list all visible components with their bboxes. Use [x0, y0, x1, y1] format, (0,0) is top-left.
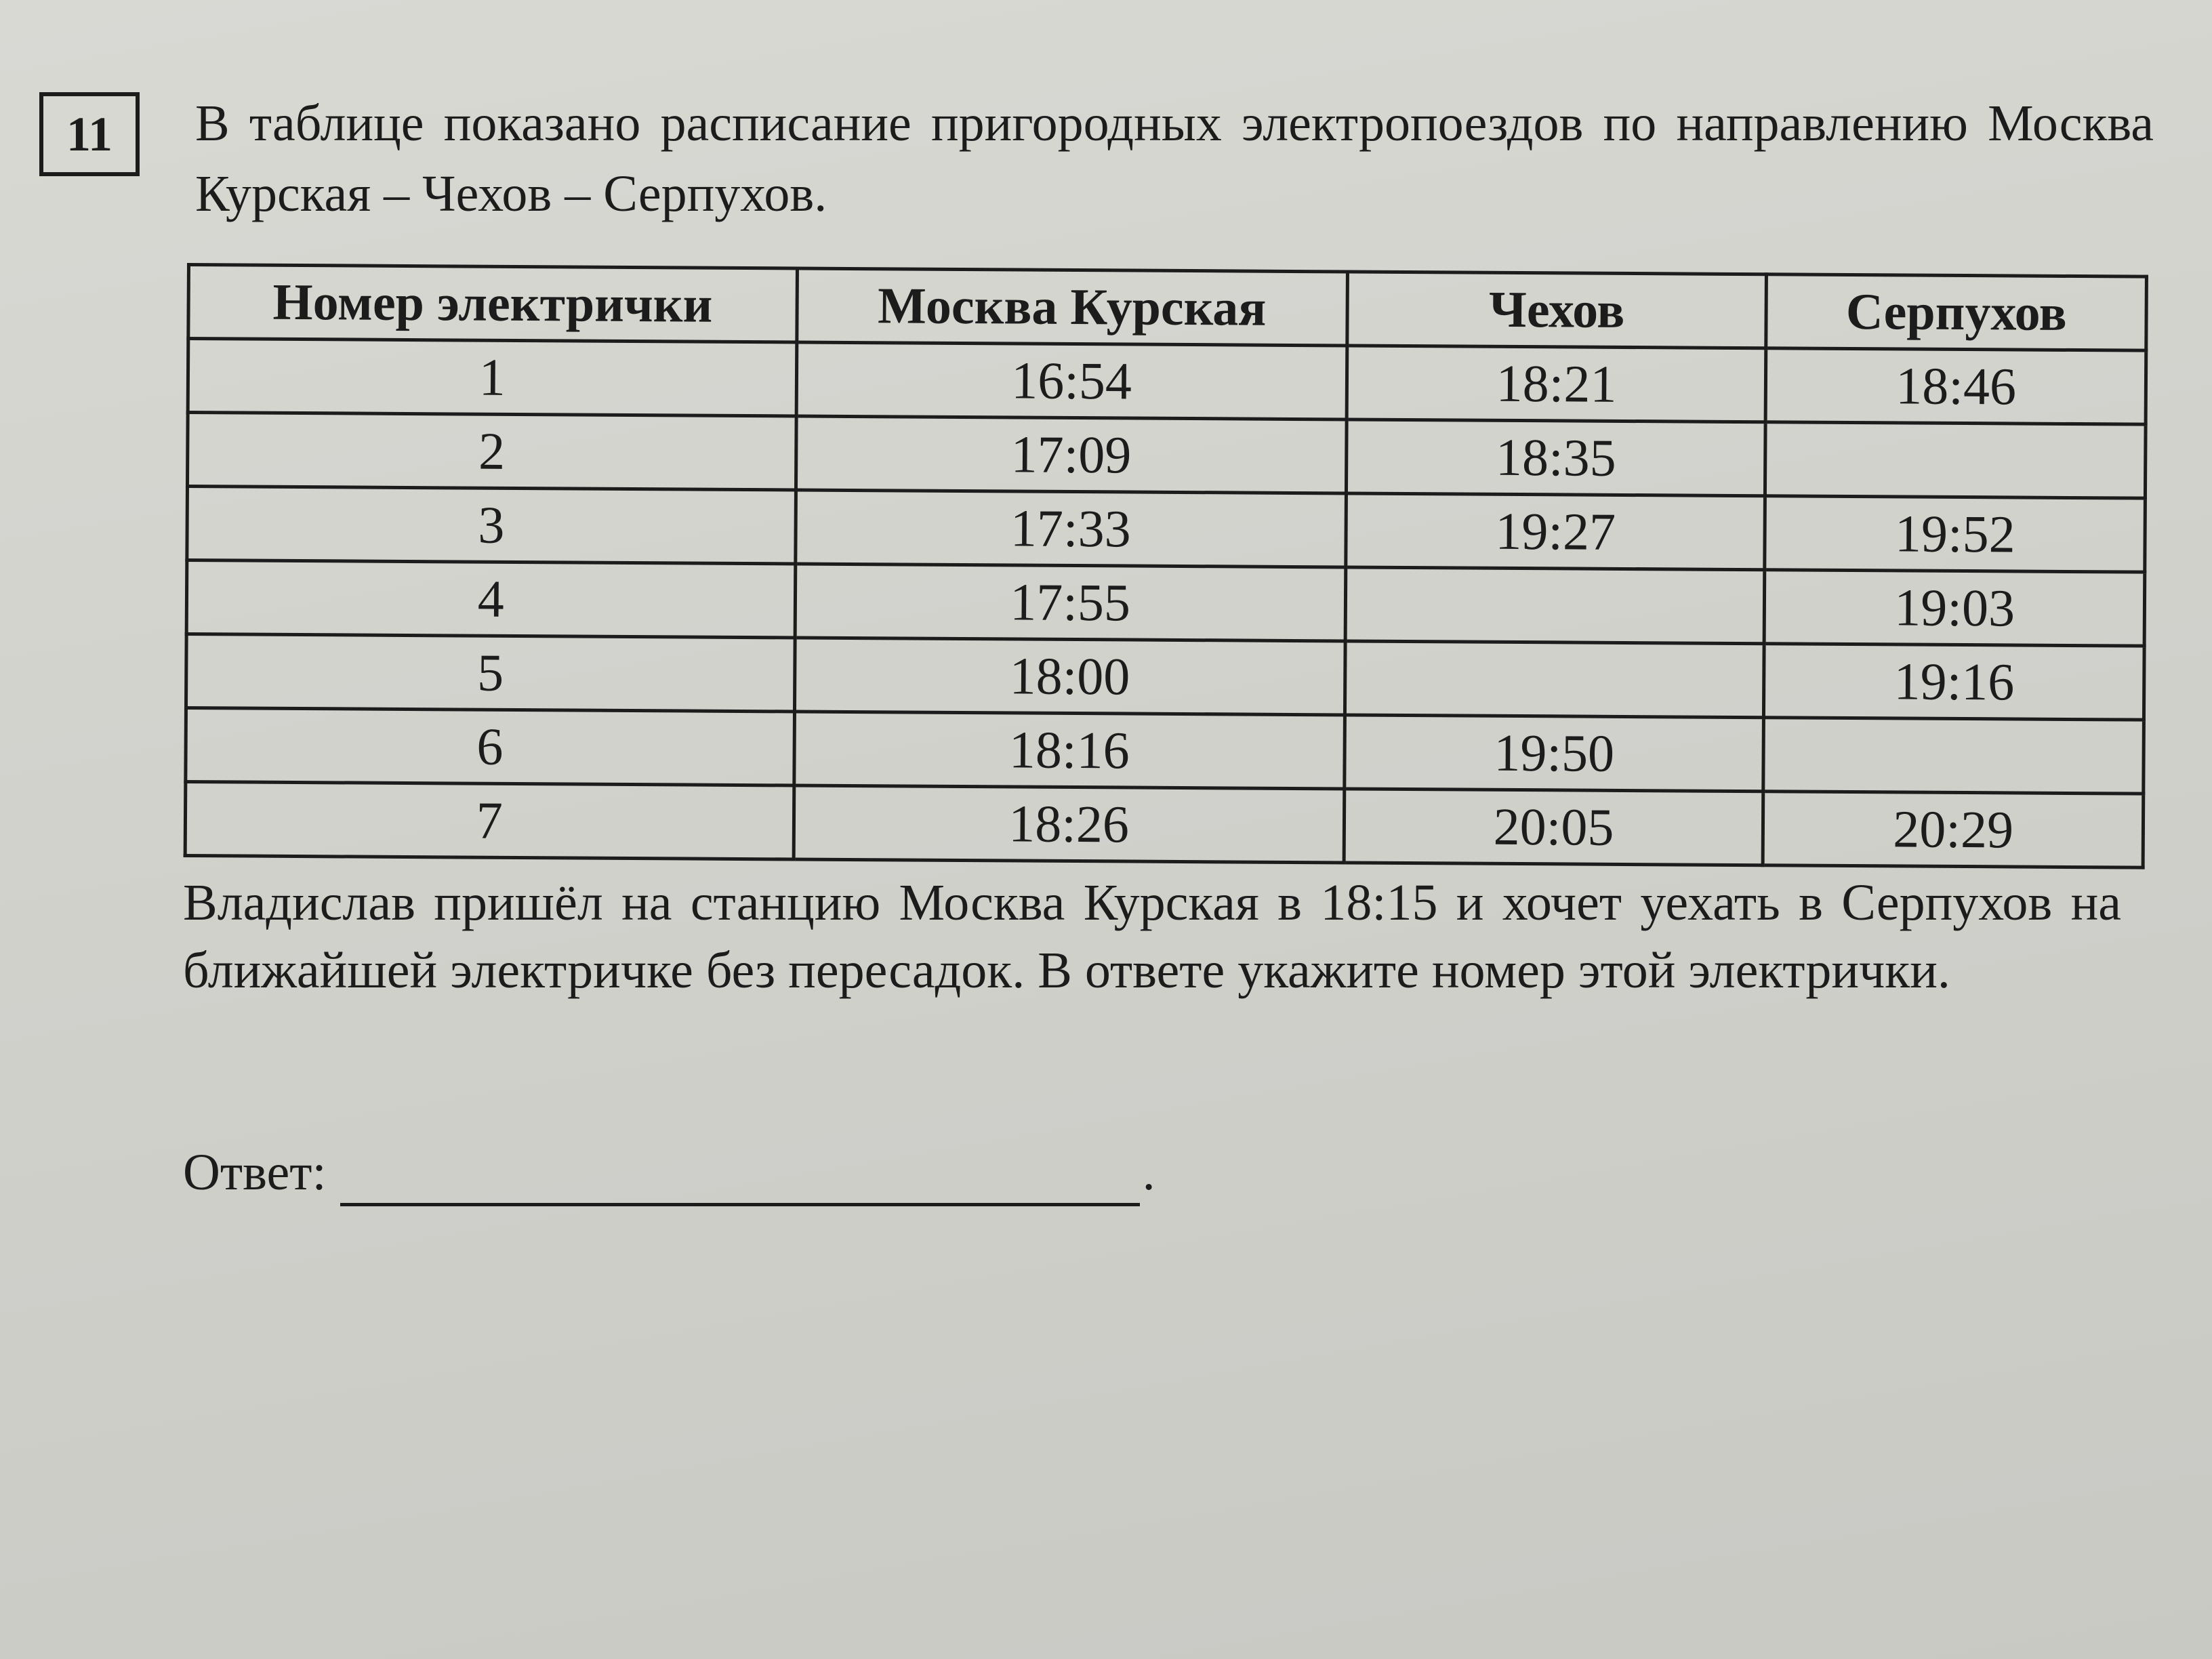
cell-serpukhov-time — [1765, 422, 2146, 498]
question-text: Владислав пришёл на станцию Москва Курская в 18:15 и хочет уехать в Серпухов на ближайшей электричке без пересадок. В ответе укажите номер этой электрички. — [183, 874, 2121, 999]
cell-moscow-time: 17:09 — [796, 416, 1347, 493]
cell-train-number: 4 — [186, 560, 795, 638]
task-intro-text: В таблице показано расписание пригородных электропоездов по направлению Москва Курская – Чехов – Серпухов. — [195, 95, 2154, 222]
cell-moscow-time: 16:54 — [796, 342, 1347, 419]
cell-moscow-time: 17:55 — [795, 564, 1346, 641]
cell-chekhov-time — [1345, 641, 1764, 718]
cell-train-number: 3 — [187, 487, 796, 564]
task-number: 11 — [66, 106, 113, 161]
header-chekhov: Чехов — [1347, 272, 1767, 348]
table-row — [186, 634, 2144, 720]
task-number-box — [39, 92, 140, 176]
answer-blank-line[interactable] — [340, 1141, 1140, 1206]
cell-serpukhov-time: 18:46 — [1766, 348, 2146, 424]
cell-train-number: 6 — [186, 708, 794, 785]
table-row — [186, 708, 2144, 794]
cell-chekhov-time: 19:50 — [1345, 715, 1764, 792]
answer-period: . — [1142, 1144, 1155, 1201]
cell-serpukhov-time: 19:52 — [1765, 496, 2145, 572]
cell-moscow-time: 18:16 — [794, 712, 1345, 789]
header-moscow-kurskaya: Москва Курская — [796, 268, 1347, 346]
cell-serpukhov-time: 19:16 — [1764, 644, 2144, 720]
table-row — [186, 560, 2145, 647]
cell-train-number: 7 — [185, 782, 794, 859]
table-header-row — [188, 265, 2147, 351]
table-row — [187, 487, 2146, 573]
cell-chekhov-time: 20:05 — [1344, 789, 1763, 865]
cell-serpukhov-time — [1763, 718, 2144, 794]
table-row — [185, 782, 2144, 868]
cell-moscow-time: 17:33 — [795, 490, 1346, 567]
header-train-number: Номер электрички — [188, 265, 797, 342]
table-row — [187, 413, 2146, 499]
cell-train-number: 2 — [187, 413, 796, 490]
cell-train-number: 1 — [188, 339, 796, 416]
cell-chekhov-time: 18:35 — [1346, 419, 1765, 496]
cell-serpukhov-time: 19:03 — [1765, 570, 2145, 646]
table-row — [188, 339, 2146, 425]
cell-moscow-time: 18:26 — [794, 785, 1345, 863]
cell-chekhov-time: 19:27 — [1346, 493, 1765, 570]
answer-label: Ответ: — [183, 1144, 327, 1201]
cell-chekhov-time: 18:21 — [1347, 346, 1766, 422]
cell-chekhov-time — [1345, 567, 1765, 644]
answer-section — [183, 1139, 1155, 1206]
header-serpukhov: Серпухов — [1766, 274, 2146, 350]
train-schedule-table — [184, 263, 2148, 869]
cell-train-number: 5 — [186, 634, 794, 712]
cell-serpukhov-time: 20:29 — [1763, 792, 2144, 867]
cell-moscow-time: 18:00 — [794, 638, 1345, 715]
